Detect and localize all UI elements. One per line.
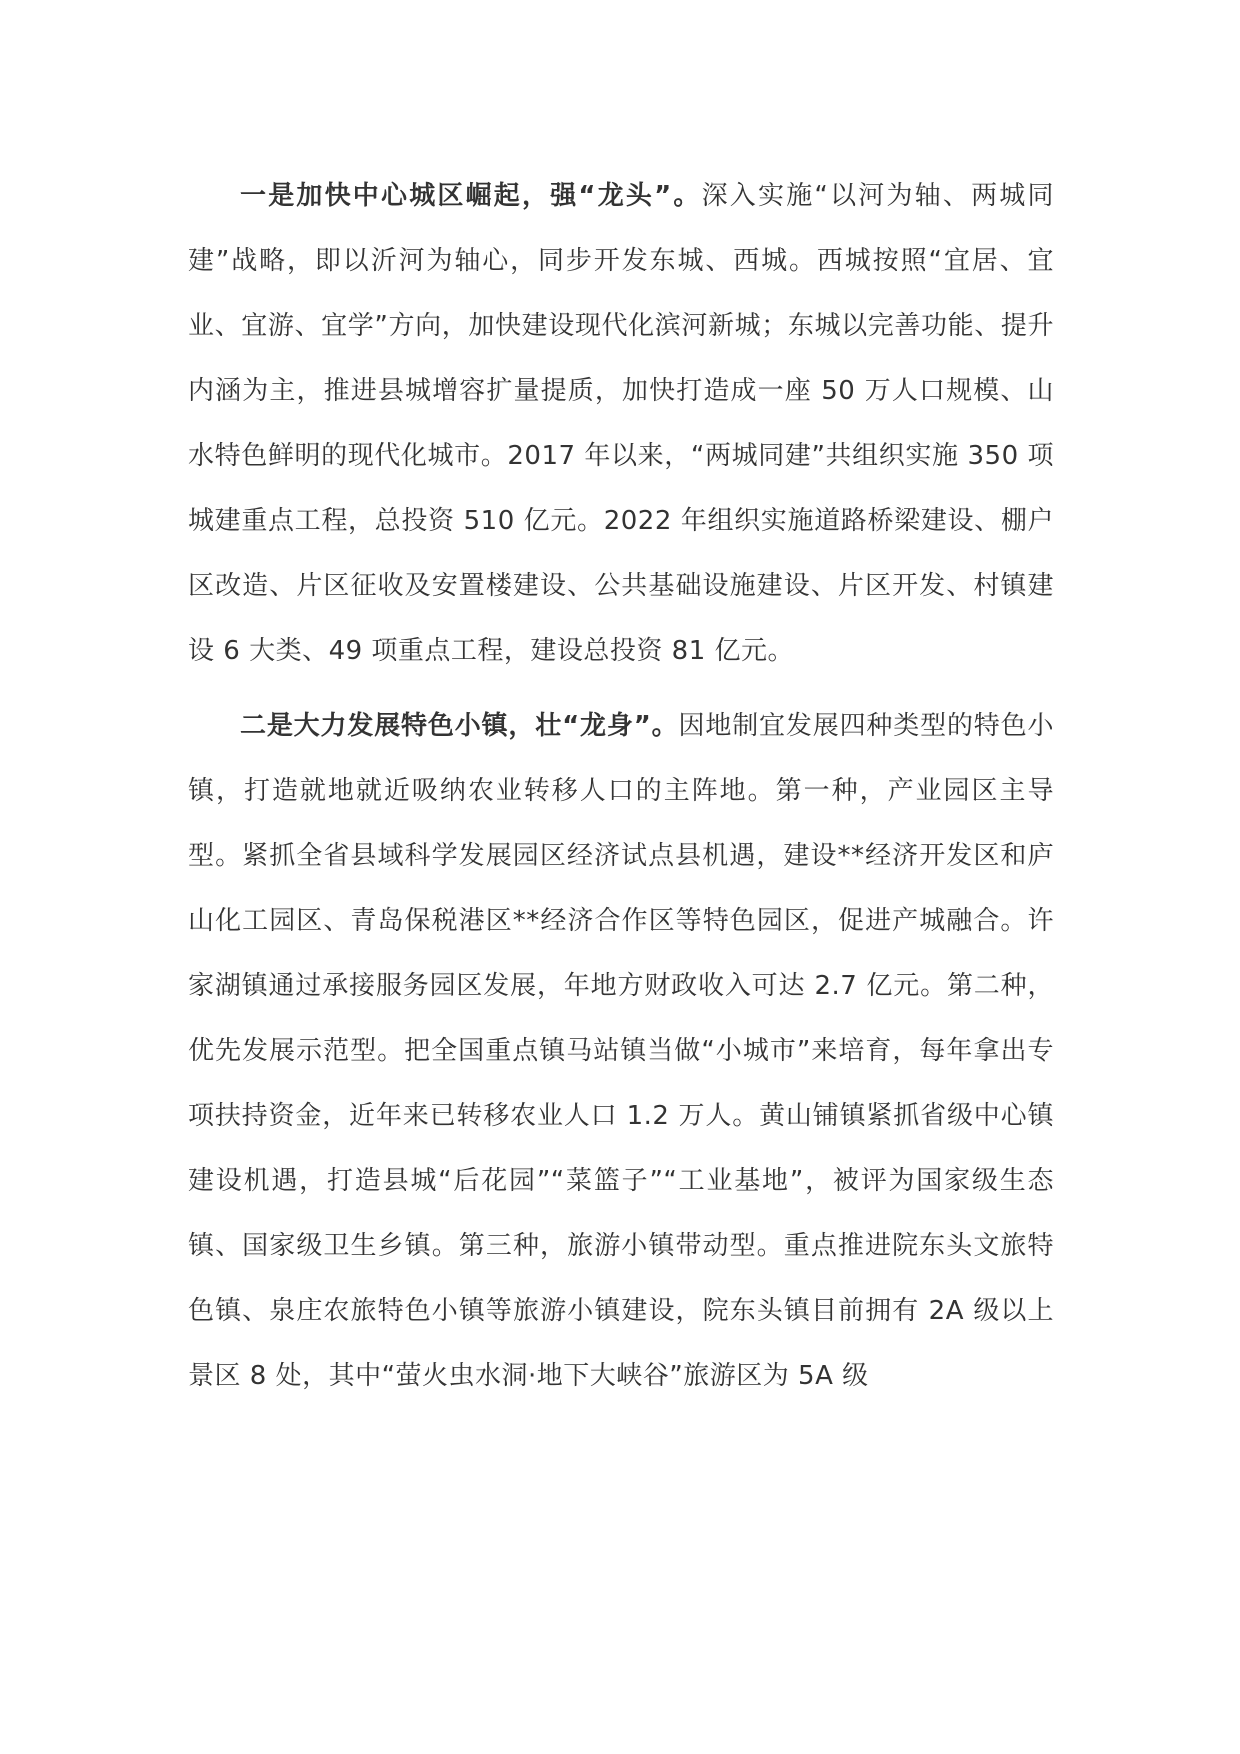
paragraph-1-lead: 一是加快中心城区崛起，强“龙头”。 [240,181,702,211]
document-page [188,164,1054,1419]
paragraph-1-body: 深入实施“以河为轴、两城同建”战略，即以沂河为轴心，同步开发东城、西城。西城按照“宜居、宜业、宜游、宜学”方向，加快建设现代化滨河新城；东城以完善功能、提升内涵为主，推进县城增容扩量提质，加快打造成一座 50 万人口规模、山水特色鲜明的现代化城市。2017 年以来，“两城同建”共组织实施 350 项城建重点工程，总投资 510 亿元。2022 年组织实施道路桥梁建设、棚户区改造、片区征收及安置楼建设、公共基础设施建设、片区开发、村镇建设 6 大类、49 项重点工程，建设总投资 81 亿元。 [188,181,1054,666]
paragraph-2-lead: 二是大力发展特色小镇，壮“龙身”。 [240,711,679,741]
paragraph-2-body: 因地制宜发展四种类型的特色小镇，打造就地就近吸纳农业转移人口的主阵地。第一种，产业园区主导型。紧抓全省县域科学发展园区经济试点县机遇，建设**经济开发区和庐山化工园区、青岛保税港区**经济合作区等特色园区，促进产城融合。许家湖镇通过承接服务园区发展，年地方财政收入可达 2.7 亿元。第二种，优先发展示范型。把全国重点镇马站镇当做“小城市”来培育，每年拿出专项扶持资金，近年来已转移农业人口 1.2 万人。黄山铺镇紧抓省级中心镇建设机遇，打造县城“后花园”“菜篮子”“工业基地”，被评为国家级生态镇、国家级卫生乡镇。第三种，旅游小镇带动型。重点推进院东头文旅特色镇、泉庄农旅特色小镇等旅游小镇建设，院东头镇目前拥有 2A 级以上景区 8 处，其中“萤火虫水洞·地下大峡谷”旅游区为 5A 级 [188,711,1054,1391]
paragraph-1 [188,164,1054,684]
paragraph-2 [188,694,1054,1409]
